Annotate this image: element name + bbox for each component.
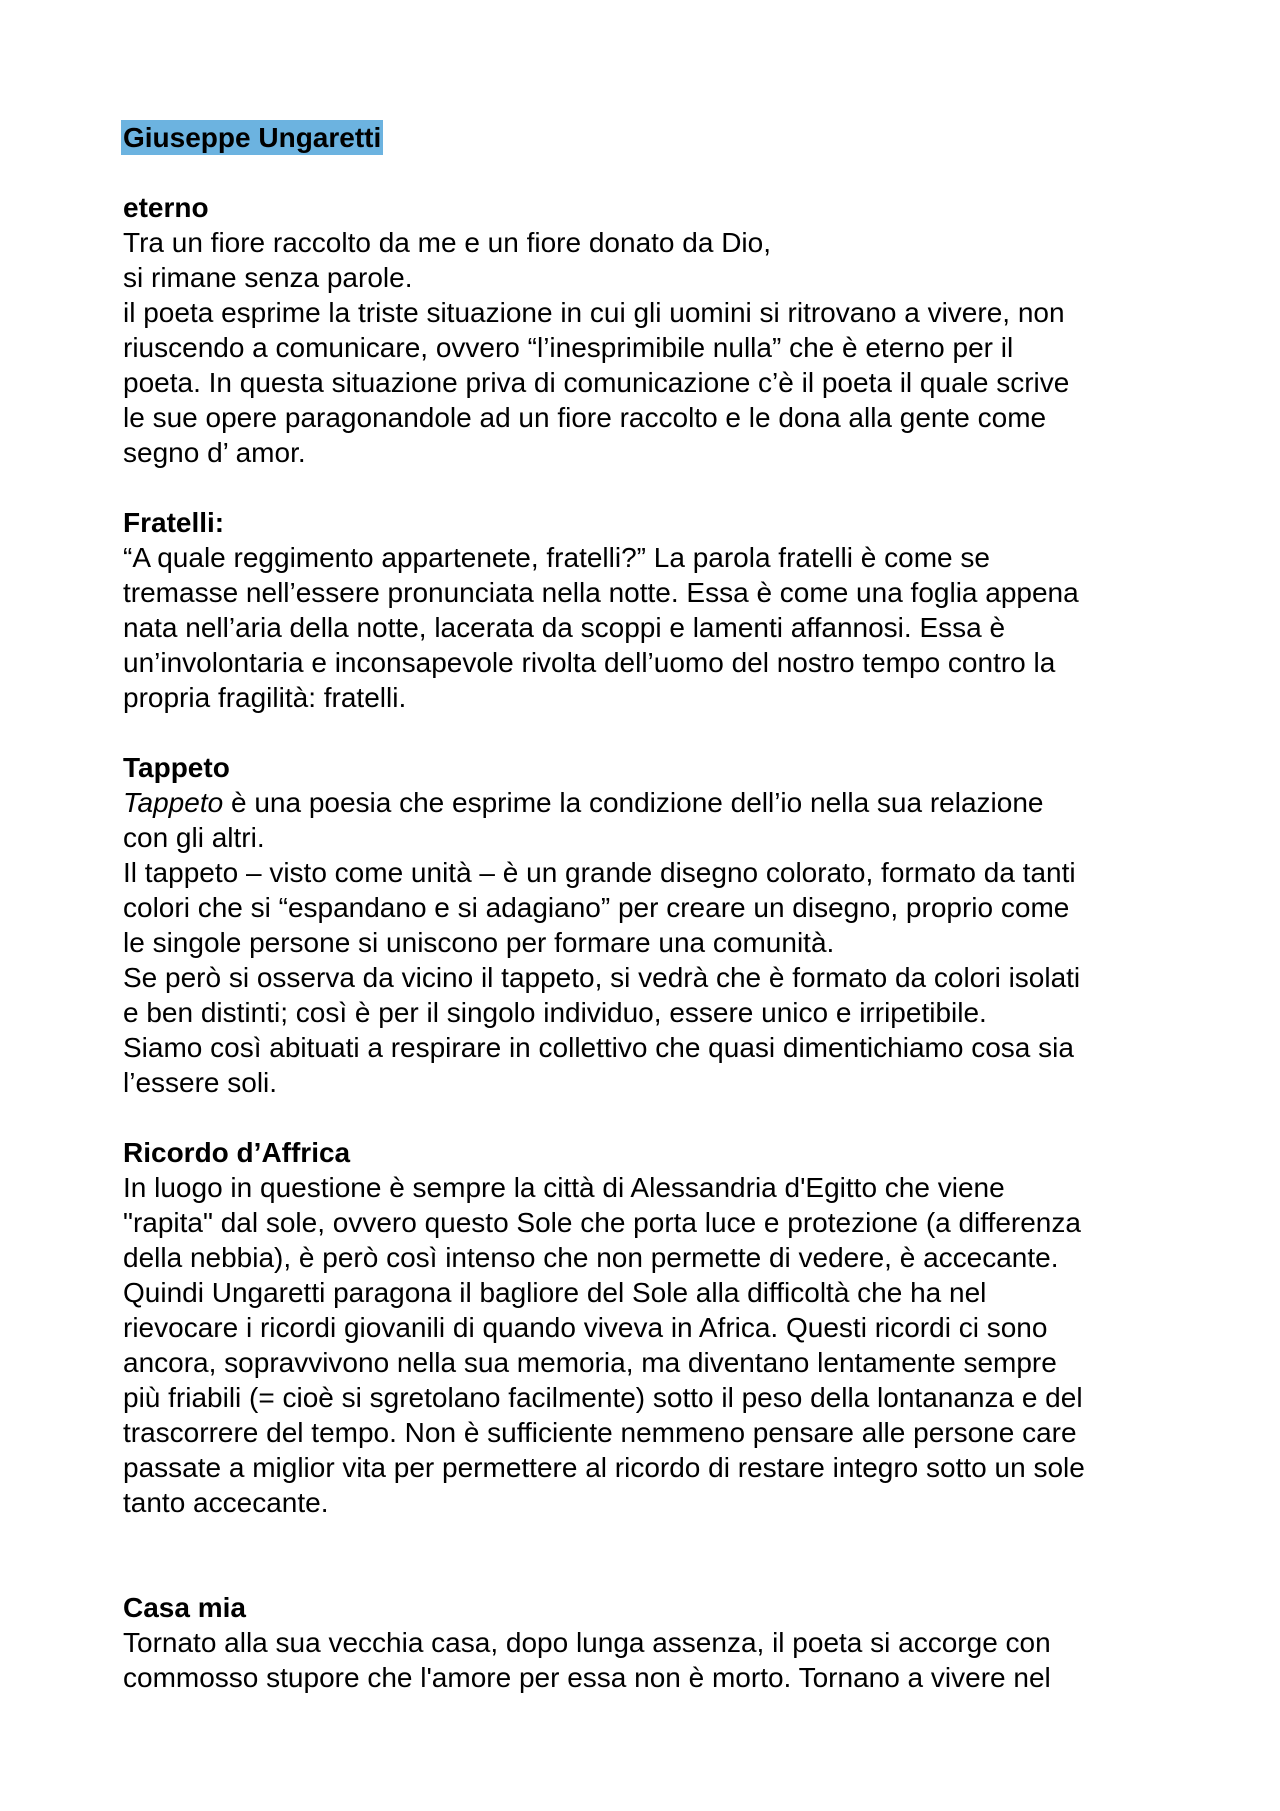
paragraph-line: poeta. In questa situazione priva di comunicazione c’è il poeta il quale scrive	[123, 367, 1070, 398]
paragraph-line: della nebbia), è però così intenso che non permette di vedere, è accecante.	[123, 1242, 1059, 1273]
paragraph-line: passate a miglior vita per permettere al ricordo di restare integro sotto un sole	[123, 1452, 1085, 1483]
paragraph-line: “A quale reggimento appartenete, fratelli?” La parola fratelli è come se	[123, 542, 990, 573]
paragraph-line: ancora, sopravvivono nella sua memoria, ma diventano lentamente sempre	[123, 1347, 1057, 1378]
document-page	[123, 120, 1183, 1695]
paragraph-line: rievocare i ricordi giovanili di quando viveva in Africa. Questi ricordi ci sono	[123, 1312, 1048, 1343]
section-heading: Tappeto	[123, 752, 230, 783]
paragraph-line: un’involontaria e inconsapevole rivolta dell’uomo del nostro tempo contro la	[123, 647, 1056, 678]
paragraph-line: commosso stupore che l'amore per essa non è morto. Tornano a vivere nel	[123, 1662, 1051, 1693]
paragraph-line: con gli altri.	[123, 822, 265, 853]
paragraph-text: è una poesia che esprime la condizione dell’io nella sua relazione	[223, 787, 1044, 818]
paragraph-line	[123, 785, 1183, 820]
paragraph-line: le singole persone si uniscono per formare una comunità.	[123, 927, 835, 958]
section-heading: Casa mia	[123, 1592, 246, 1623]
paragraph-line: Il tappeto – visto come unità – è un grande disegno colorato, formato da tanti	[123, 857, 1076, 888]
paragraph-line: "rapita" dal sole, ovvero questo Sole che porta luce e protezione (a differenza	[123, 1207, 1081, 1238]
paragraph-line: l’essere soli.	[123, 1067, 278, 1098]
section-eterno	[123, 190, 1183, 470]
paragraph-line: segno d’ amor.	[123, 437, 306, 468]
paragraph-line: In luogo in questione è sempre la città di Alessandria d'Egitto che viene	[123, 1172, 1005, 1203]
section-casa-mia	[123, 1590, 1183, 1695]
paragraph-line: più friabili (= cioè si sgretolano facilmente) sotto il peso della lontananza e del	[123, 1382, 1083, 1413]
paragraph-line: Quindi Ungaretti paragona il bagliore del Sole alla difficoltà che ha nel	[123, 1277, 987, 1308]
paragraph-line: si rimane senza parole.	[123, 262, 413, 293]
paragraph-line: riuscendo a comunicare, ovvero “l’inesprimibile nulla” che è eterno per il	[123, 332, 1014, 363]
paragraph-line: tremasse nell’essere pronunciata nella notte. Essa è come una foglia appena	[123, 577, 1079, 608]
section-ricordo-daffrica	[123, 1135, 1183, 1520]
section-heading: eterno	[123, 192, 209, 223]
paragraph-line: il poeta esprime la triste situazione in cui gli uomini si ritrovano a vivere, non	[123, 297, 1065, 328]
paragraph-line: tanto accecante.	[123, 1487, 329, 1518]
document-title: Giuseppe Ungaretti	[123, 122, 382, 153]
section-fratelli	[123, 505, 1183, 715]
paragraph-line: le sue opere paragonandole ad un fiore raccolto e le dona alla gente come	[123, 402, 1047, 433]
paragraph-line: propria fragilità: fratelli.	[123, 682, 407, 713]
paragraph-line: Tra un fiore raccolto da me e un fiore donato da Dio,	[123, 227, 771, 258]
paragraph-line: colori che si “espandano e si adagiano” per creare un disegno, proprio come	[123, 892, 1070, 923]
section-tappeto	[123, 750, 1183, 1100]
paragraph-line: e ben distinti; così è per il singolo individuo, essere unico e irripetibile.	[123, 997, 987, 1028]
section-heading: Fratelli:	[123, 507, 225, 538]
section-heading: Ricordo d’Affrica	[123, 1137, 351, 1168]
paragraph-line: Se però si osserva da vicino il tappeto, si vedrà che è formato da colori isolati	[123, 962, 1081, 993]
paragraph-line: Siamo così abituati a respirare in collettivo che quasi dimentichiamo cosa sia	[123, 1032, 1074, 1063]
paragraph-line: Tornato alla sua vecchia casa, dopo lunga assenza, il poeta si accorge con	[123, 1627, 1051, 1658]
italic-title: Tappeto	[123, 787, 224, 818]
paragraph-line: nata nell’aria della notte, lacerata da scoppi e lamenti affannosi. Essa è	[123, 612, 1006, 643]
paragraph-line: trascorrere del tempo. Non è sufficiente nemmeno pensare alle persone care	[123, 1417, 1077, 1448]
